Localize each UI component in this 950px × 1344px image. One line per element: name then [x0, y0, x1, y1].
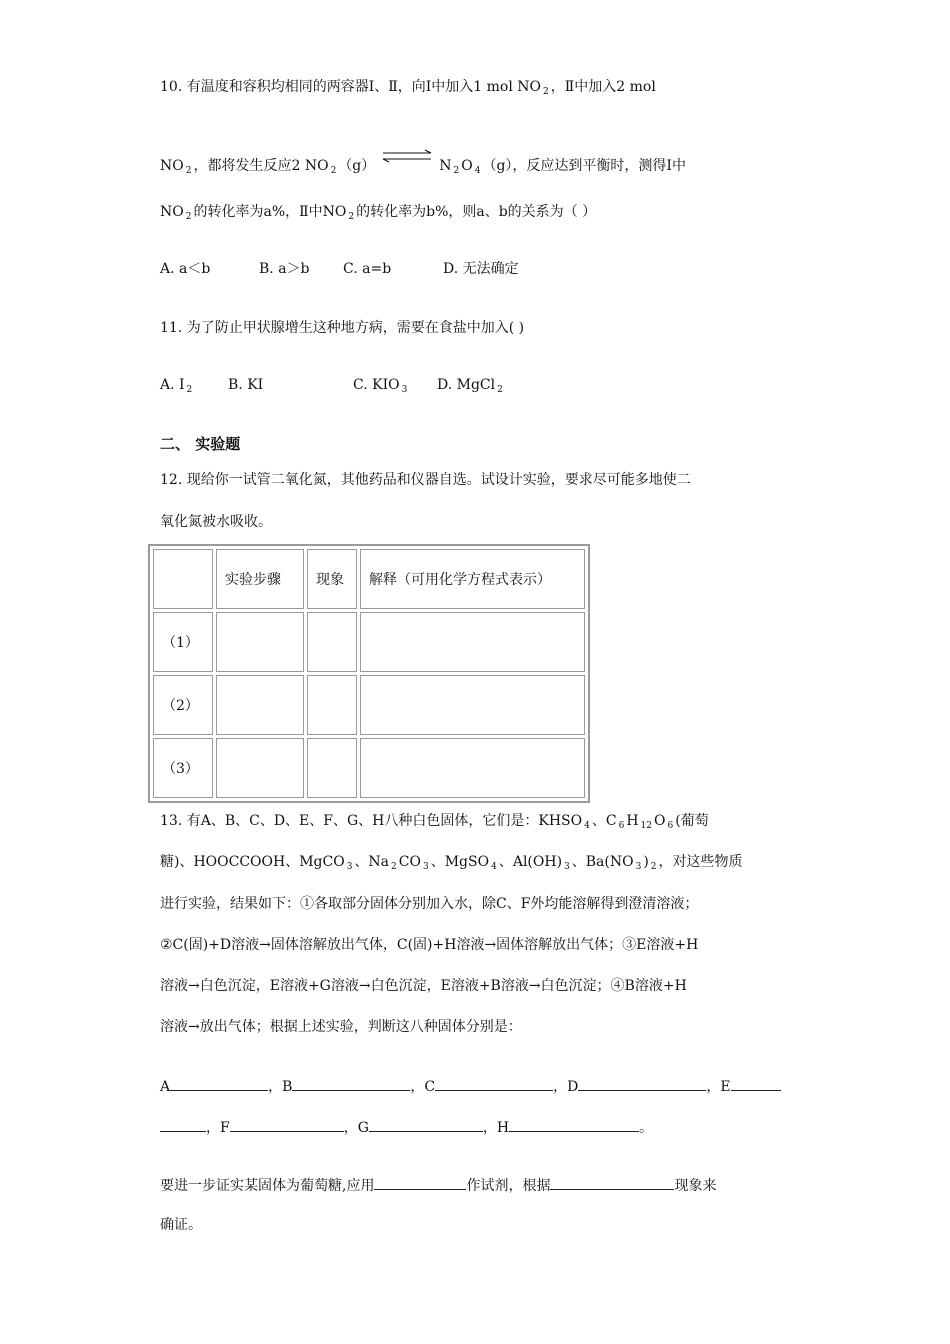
table-header-cell: 实验步骤 — [216, 549, 304, 609]
answer-blank-f[interactable] — [230, 1117, 344, 1132]
q10-option-d: D. 无法确定 — [443, 261, 519, 277]
section-heading: 二、 实验题 — [160, 435, 241, 453]
q11-option-d: D. MgCl $_2$ — [437, 377, 503, 395]
q12-line-1: 12. 现给你一试管二氧化氮，其他药品和仪器自选。试设计实验，要求尽可能多地使二 — [160, 472, 691, 488]
table-row — [153, 675, 585, 735]
table-row — [153, 738, 585, 798]
reagent-blank[interactable] — [374, 1175, 466, 1190]
q13-line-1: 13. 有A、B、C、D、E、F、G、H八种白色固体，它们是：KHSO $_4$ 、C $_6$ H $_{12}$ O $_6$ (葡萄 — [160, 813, 709, 831]
q13-line-7: 要进一步证实某固体为葡萄糖,应用 作试剂，根据 现象来 — [160, 1175, 716, 1196]
table-cell[interactable] — [307, 675, 357, 735]
answer-blank-a[interactable] — [170, 1076, 268, 1091]
q10-option-c: C. a=b — [343, 261, 392, 277]
q13-line-5: 溶液→白色沉淀，E溶液+G溶液→白色沉淀，E溶液+B溶液→白色沉淀；④B溶液+H — [160, 978, 687, 994]
q13-line-6: 溶液→放出气体；根据上述实验，判断这八种固体分别是： — [160, 1019, 522, 1035]
table-header-cell: 解释（可用化学方程式表示） — [360, 549, 585, 609]
row-label: （2） — [153, 675, 213, 735]
experiment-table — [148, 544, 590, 803]
q11-option-c: C. KIO $_3$ — [353, 377, 408, 395]
table-cell[interactable] — [307, 612, 357, 672]
table-row — [153, 612, 585, 672]
q11-option-b: B. KI — [228, 377, 264, 393]
answer-blank-e[interactable] — [731, 1076, 781, 1091]
q13-line-3: 进行实验，结果如下：①各取部分固体分别加入水，除C、F外均能溶解得到澄清溶液； — [160, 896, 699, 912]
q13-line-8: 确证。 — [160, 1217, 202, 1233]
table-header-cell — [153, 549, 213, 609]
q10-line-2: NO $_2$ ，都将发生反应2 NO $_2$ （g） N $_2$ O $_4$ （g），反应达到平衡时，测得Ⅰ中 — [160, 156, 686, 181]
phenomenon-blank[interactable] — [550, 1175, 674, 1190]
table-cell[interactable] — [307, 738, 357, 798]
table-cell[interactable] — [216, 675, 304, 735]
q11-stem: 11. 为了防止甲状腺增生这种地方病，需要在食盐中加入( ) — [160, 320, 525, 336]
q11-option-a: A. I $_2$ — [160, 377, 193, 395]
table-header-cell: 现象 — [307, 549, 357, 609]
table-cell[interactable] — [360, 738, 585, 798]
table-cell[interactable] — [360, 675, 585, 735]
q10-option-b: B. a＞b — [259, 261, 310, 277]
row-label: （3） — [153, 738, 213, 798]
answer-blank-d[interactable] — [578, 1076, 706, 1091]
q13-blanks-line-1: A ，B ，C ，D ，E — [160, 1076, 781, 1097]
answer-blank-g[interactable] — [369, 1117, 483, 1132]
q10-option-a: A. a＜b — [160, 261, 211, 277]
answer-blank-e-cont[interactable] — [160, 1117, 206, 1132]
q11-options — [160, 375, 505, 400]
q10-options — [160, 259, 519, 279]
q13-line-4: ②C(固)+D溶液→固体溶解放出气体，C(固)+H溶液→固体溶解放出气体；③E溶液+H — [160, 937, 699, 953]
equilibrium-arrows-icon — [381, 149, 433, 163]
q10-line-1: 10. 有温度和容积均相同的两容器Ⅰ、Ⅱ，向Ⅰ中加入1 mol NO $_2$ ，Ⅱ中加入2 mol — [160, 79, 656, 97]
answer-blank-b[interactable] — [292, 1076, 410, 1091]
q12-line-2: 氧化氮被水吸收。 — [160, 514, 272, 530]
q13-blanks-line-2: ，F ，G ，H 。 — [160, 1117, 653, 1138]
row-label: （1） — [153, 612, 213, 672]
q10-line-3: NO $_2$ 的转化率为a%，Ⅱ中NO $_2$ 的转化率为b%，则a、b的关系为（ ） — [160, 204, 597, 222]
table-cell[interactable] — [360, 612, 585, 672]
answer-blank-h[interactable] — [509, 1117, 639, 1132]
table-cell[interactable] — [216, 738, 304, 798]
q13-line-2: 糖)、HOOCCOOH、MgCO $_3$ 、Na $_2$ CO $_3$ 、MgSO $_4$ 、Al(OH) $_3$ 、Ba(NO $_3$ ) $_2$ ，对这些物质 — [160, 854, 743, 872]
table-cell[interactable] — [216, 612, 304, 672]
table-header-row — [153, 549, 585, 609]
answer-blank-c[interactable] — [435, 1076, 553, 1091]
